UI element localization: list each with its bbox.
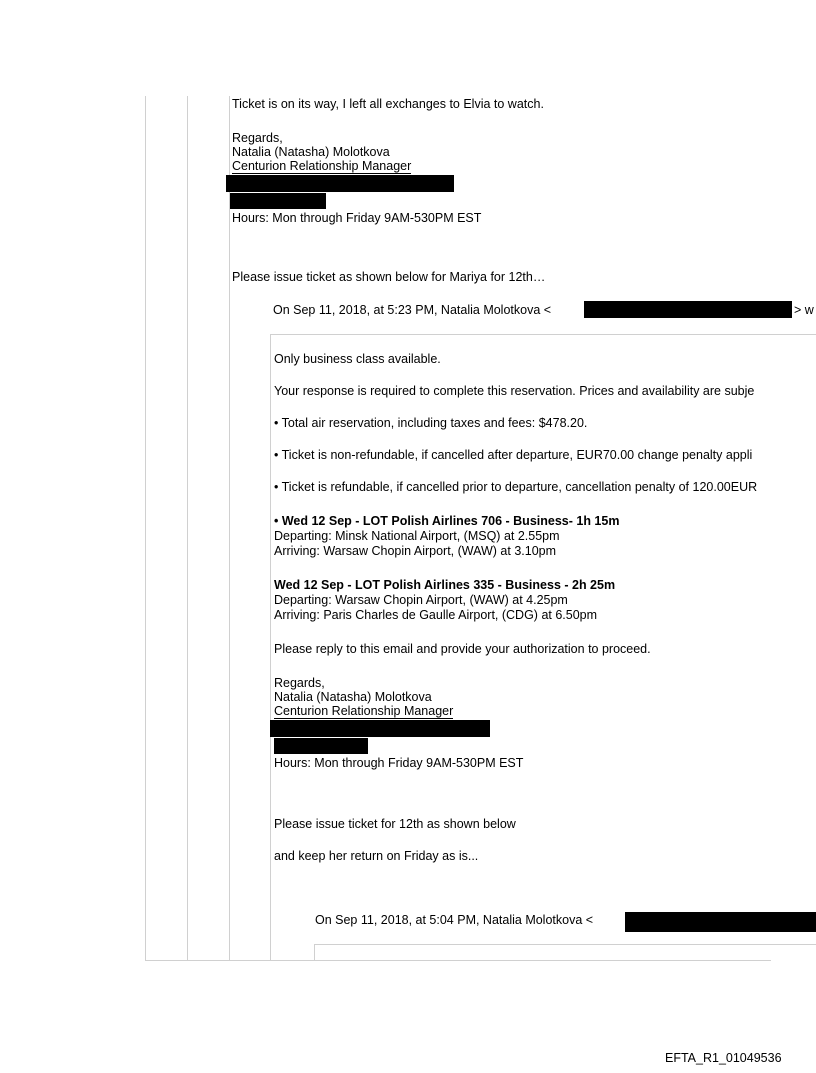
redaction-bar [625, 912, 816, 932]
signature-title: Centurion Relationship Manager [232, 159, 412, 173]
document-id: EFTA_R1_01049536 [665, 1051, 782, 1065]
body-line: Please reply to this email and provide your authorization to proceed. [274, 642, 651, 656]
quote-header-suffix: > w [794, 303, 814, 317]
thread-rule-3 [229, 96, 230, 960]
quote-header: On Sep 11, 2018, at 5:04 PM, Natalia Molotkova < [315, 913, 594, 927]
signature-title: Centurion Relationship Manager [274, 704, 454, 718]
thread-bottom-rule [145, 960, 771, 961]
body-line: Only business class available. [274, 352, 441, 366]
quote1-left-rule [270, 334, 271, 960]
thread-rule-1 [145, 96, 146, 960]
flight1-heading: • Wed 12 Sep - LOT Polish Airlines 706 - Business- 1h 15m [274, 514, 620, 528]
quote-header: On Sep 11, 2018, at 5:23 PM, Natalia Molotkova < [273, 303, 552, 317]
flight1-arriving: Arriving: Warsaw Chopin Airport, (WAW) at 3.10pm [274, 544, 557, 558]
request-line: Please issue ticket as shown below for Mariya for 12th… [232, 270, 546, 284]
redaction-bar [584, 301, 792, 318]
bullet-total: • Total air reservation, including taxes and fees: $478.20. [274, 416, 588, 430]
bullet-refundable: • Ticket is refundable, if cancelled prior to departure, cancellation penalty of 120.00EUR [274, 480, 758, 494]
message-line: Ticket is on its way, I left all exchanges to Elvia to watch. [232, 97, 544, 111]
quote2-left-rule [314, 944, 315, 960]
signature-hours: Hours: Mon through Friday 9AM-530PM EST [274, 756, 524, 770]
redaction-bar [270, 720, 490, 737]
flight2-heading: Wed 12 Sep - LOT Polish Airlines 335 - Business - 2h 25m [274, 578, 616, 592]
flight2-departing: Departing: Warsaw Chopin Airport, (WAW) at 4.25pm [274, 593, 568, 607]
signature-name: Natalia (Natasha) Molotkova [274, 690, 432, 704]
flight1-departing: Departing: Minsk National Airport, (MSQ) at 2.55pm [274, 529, 560, 543]
redaction-bar [230, 193, 326, 209]
flight2-arriving: Arriving: Paris Charles de Gaulle Airport, (CDG) at 6.50pm [274, 608, 598, 622]
signature-regards: Regards, [274, 676, 325, 690]
body-line: and keep her return on Friday as is... [274, 849, 479, 863]
redaction-bar [274, 738, 368, 754]
signature-name: Natalia (Natasha) Molotkova [232, 145, 390, 159]
signature-regards: Regards, [232, 131, 283, 145]
body-line: Your response is required to complete this reservation. Prices and availability are subje [274, 384, 755, 398]
body-line: Please issue ticket for 12th as shown below [274, 817, 516, 831]
quote2-top-rule [314, 944, 816, 945]
quote1-top-rule [270, 334, 816, 335]
thread-rule-2 [187, 96, 188, 960]
redaction-bar [226, 175, 454, 192]
bullet-nonrefundable: • Ticket is non-refundable, if cancelled after departure, EUR70.00 change penalty appli [274, 448, 753, 462]
signature-hours: Hours: Mon through Friday 9AM-530PM EST [232, 211, 482, 225]
